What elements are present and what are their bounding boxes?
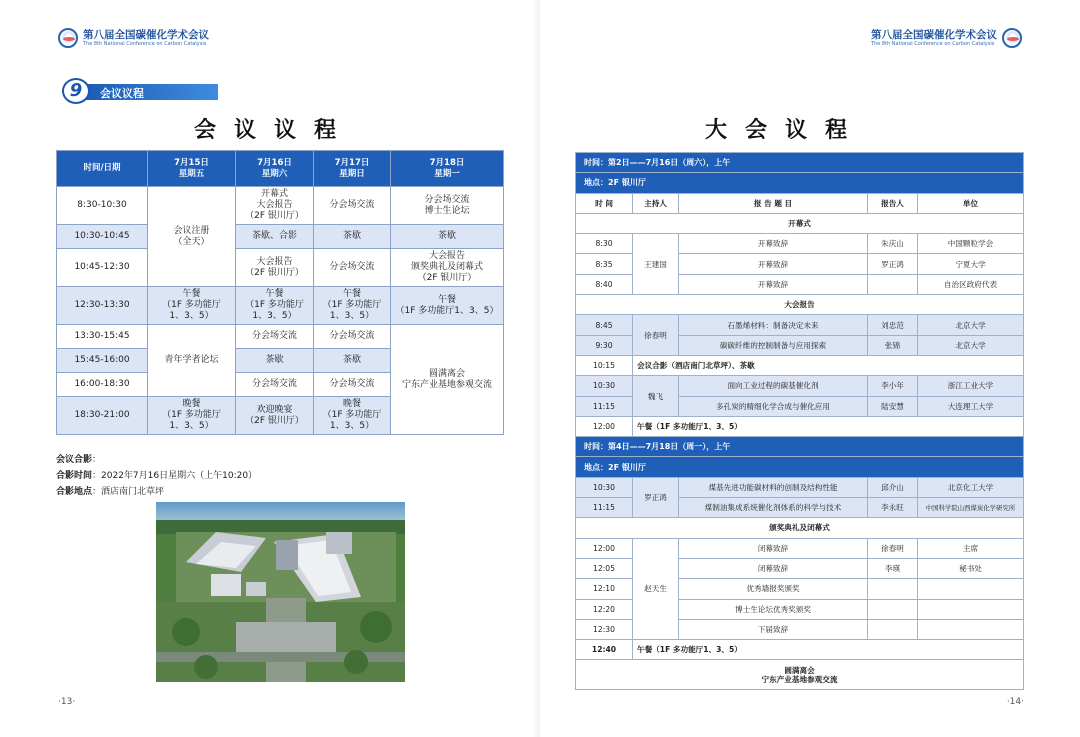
time-cell: 12:40	[576, 640, 633, 660]
section-number: 9	[62, 78, 90, 104]
speaker-cell: 李瑛	[868, 558, 918, 578]
speaker-cell: 朱庆山	[868, 234, 918, 254]
photo-time: 2022年7月16日星期六（上午10:20）	[101, 471, 258, 481]
unit-cell: 大连理工大学	[918, 396, 1024, 416]
cell: 大会报告 （2F 银川厅）	[236, 249, 314, 287]
cell: 分会场交流	[314, 325, 391, 349]
section-tag	[60, 78, 218, 104]
time-cell: 13:30-15:45	[57, 325, 148, 349]
speaker-cell	[868, 579, 918, 599]
time-cell: 15:45-16:00	[57, 349, 148, 373]
speaker-cell: 陆安慧	[868, 396, 918, 416]
conference-header-left	[58, 28, 209, 48]
speaker-cell	[868, 599, 918, 619]
speaker-cell: 罗正鸿	[868, 254, 918, 274]
title-cell: 开幕致辞	[679, 254, 868, 274]
cell: 分会场交流	[236, 325, 314, 349]
conference-title-cn: 第八届全国碳催化学术会议	[83, 28, 209, 41]
col-header: 7月16日 星期六	[236, 151, 314, 187]
cell: 晚餐 （1F 多功能厅 1、3、5）	[148, 397, 236, 435]
time-cell: 8:35	[576, 254, 633, 274]
col-header: 报 告 题 目	[679, 193, 868, 213]
title-cell: 开幕致辞	[679, 274, 868, 294]
time-cell: 12:00	[576, 538, 633, 558]
conference-logo-icon	[58, 28, 78, 48]
day-time: 时间：第2日——7月16日（周六），上午	[576, 153, 1024, 173]
schedule-table	[56, 150, 504, 435]
farewell-cell: 圆满离会 宁东产业基地参观交流	[576, 660, 1024, 690]
time-cell: 12:00	[576, 416, 633, 436]
time-cell: 10:30	[576, 477, 633, 497]
speaker-cell	[868, 619, 918, 639]
title-cell: 闭幕致辞	[679, 558, 868, 578]
col-header: 7月17日 星期日	[314, 151, 391, 187]
cell: 大会报告 颁奖典礼及闭幕式 （2F 银川厅）	[391, 249, 504, 287]
registration-cell: 会议注册 （全天）	[148, 187, 236, 287]
unit-cell	[918, 599, 1024, 619]
photo-time-label: 合影时间	[56, 471, 93, 481]
cell: 午餐 （1F 多功能厅 1、3、5）	[148, 287, 236, 325]
time-cell: 10:30-10:45	[57, 225, 148, 249]
speaker-cell: 李永旺	[868, 498, 918, 518]
cell: 分会场交流 博士生论坛	[391, 187, 504, 225]
page-title: 大会议程	[705, 118, 866, 143]
photo-place: 酒店南门北草坪	[101, 487, 165, 497]
conference-header-right	[871, 28, 1022, 48]
conference-title-en: The 8th National Conference on Carbon Catalysis	[83, 40, 207, 47]
cell: 分会场交流	[314, 249, 391, 287]
time-cell: 11:15	[576, 396, 633, 416]
col-header: 时 间	[576, 193, 633, 213]
title-cell: 下届致辞	[679, 619, 868, 639]
lunch-cell: 午餐（1F 多功能厅1、3、5）	[633, 640, 1024, 660]
venue-aerial-photo	[156, 502, 405, 682]
speaker-cell: 刘忠范	[868, 315, 918, 335]
time-cell: 10:30	[576, 376, 633, 396]
unit-cell	[918, 579, 1024, 599]
unit-cell: 宁夏大学	[918, 254, 1024, 274]
time-cell: 8:30	[576, 234, 633, 254]
section-plenary: 大会报告	[576, 295, 1024, 315]
time-cell: 12:30-13:30	[57, 287, 148, 325]
section-opening: 开幕式	[576, 213, 1024, 233]
col-header: 主持人	[633, 193, 679, 213]
host-cell: 徐春明	[633, 315, 679, 356]
section-label: 会议议程	[100, 87, 144, 100]
col-header: 报告人	[868, 193, 918, 213]
title-cell: 博士生论坛优秀奖颁奖	[679, 599, 868, 619]
title-cell: 碳碳纤维的控制制备与应用探索	[679, 335, 868, 355]
time-cell: 11:15	[576, 498, 633, 518]
cell: 午餐 （1F 多功能厅1、3、5）	[391, 287, 504, 325]
title-cell: 闭幕致辞	[679, 538, 868, 558]
cell: 分会场交流	[314, 373, 391, 397]
title-cell: 煤制油集成系统催化剂体系的科学与技术	[679, 498, 868, 518]
day-time: 时间：第4日——7月18日（周一），上午	[576, 437, 1024, 457]
conference-title-en: The 8th National Conference on Carbon Catalysis	[871, 40, 995, 47]
cell: 茶歇	[391, 225, 504, 249]
cell: 午餐 （1F 多功能厅 1、3、5）	[314, 287, 391, 325]
lunch-cell: 午餐（1F 多功能厅1、3、5）	[633, 416, 1024, 436]
time-cell: 10:15	[576, 355, 633, 375]
day-place: 地点：2F 银川厅	[576, 457, 1024, 477]
time-cell: 18:30-21:00	[57, 397, 148, 435]
time-cell: 12:20	[576, 599, 633, 619]
speaker-cell: 徐春明	[868, 538, 918, 558]
cell: 茶歇	[236, 349, 314, 373]
unit-cell	[918, 619, 1024, 639]
page-number: ·14·	[1006, 697, 1024, 707]
title-cell: 煤基先进功能碳材料的创制及结构性能	[679, 477, 868, 497]
unit-cell: 北京化工大学	[918, 477, 1024, 497]
photo-label: 会议合影	[56, 455, 93, 465]
host-cell: 罗正鸿	[633, 477, 679, 518]
cell: 欢迎晚宴 （2F 银川厅）	[236, 397, 314, 435]
unit-cell: 秘书处	[918, 558, 1024, 578]
speaker-cell: 张锦	[868, 335, 918, 355]
forum-cell: 青年学者论坛	[148, 325, 236, 397]
group-photo-info: 会议合影： 合影时间：2022年7月16日星期六（上午10:20） 合影地点：酒店南门北草坪	[56, 455, 258, 497]
conference-title-cn: 第八届全国碳催化学术会议	[871, 28, 997, 41]
title-cell: 石墨烯材料：制备决定未来	[679, 315, 868, 335]
unit-cell: 北京大学	[918, 335, 1024, 355]
time-cell: 8:40	[576, 274, 633, 294]
unit-cell: 北京大学	[918, 315, 1024, 335]
cell: 分会场交流	[314, 187, 391, 225]
photo-break-cell: 会议合影（酒店南门北草坪）、茶歇	[633, 355, 1024, 375]
cell: 茶歇	[314, 349, 391, 373]
time-cell: 8:45	[576, 315, 633, 335]
host-cell: 王建国	[633, 234, 679, 295]
time-cell: 16:00-18:30	[57, 373, 148, 397]
host-cell: 魏飞	[633, 376, 679, 417]
cell: 圆满离会 宁东产业基地参观交流	[391, 325, 504, 435]
cell: 茶歇、合影	[236, 225, 314, 249]
title-cell: 开幕致辞	[679, 234, 868, 254]
time-cell: 10:45-12:30	[57, 249, 148, 287]
cell: 午餐 （1F 多功能厅 1、3、5）	[236, 287, 314, 325]
photo-place-label: 合影地点	[56, 487, 93, 497]
cell: 开幕式 大会报告 （2F 银川厅）	[236, 187, 314, 225]
cell: 茶歇	[314, 225, 391, 249]
time-cell: 8:30-10:30	[57, 187, 148, 225]
cell: 分会场交流	[236, 373, 314, 397]
title-cell: 面向工业过程的碳基催化剂	[679, 376, 868, 396]
col-header: 7月15日 星期五	[148, 151, 236, 187]
speaker-cell	[868, 274, 918, 294]
host-cell: 赵天生	[633, 538, 679, 639]
plenary-agenda-table	[575, 152, 1024, 690]
time-cell: 12:10	[576, 579, 633, 599]
unit-cell: 浙江工业大学	[918, 376, 1024, 396]
unit-cell: 中国科学院山西煤炭化学研究所	[918, 498, 1024, 518]
conference-logo-icon	[1002, 28, 1022, 48]
unit-cell: 自治区政府代表	[918, 274, 1024, 294]
time-cell: 12:30	[576, 619, 633, 639]
col-header: 7月18日 星期一	[391, 151, 504, 187]
unit-cell: 中国颗粒学会	[918, 234, 1024, 254]
day-place: 地点：2F 银川厅	[576, 173, 1024, 193]
time-cell: 12:05	[576, 558, 633, 578]
page-title: 会议议程	[194, 118, 355, 143]
page-number: ·13·	[58, 697, 76, 707]
title-cell: 优秀墙报奖颁奖	[679, 579, 868, 599]
section-closing: 颁奖典礼及闭幕式	[576, 518, 1024, 538]
unit-cell: 主席	[918, 538, 1024, 558]
col-header: 时间/日期	[57, 151, 148, 187]
speaker-cell: 李小年	[868, 376, 918, 396]
title-cell: 多孔炭的精细化学合成与催化应用	[679, 396, 868, 416]
cell: 晚餐 （1F 多功能厅 1、3、5）	[314, 397, 391, 435]
speaker-cell: 邱介山	[868, 477, 918, 497]
time-cell: 9:30	[576, 335, 633, 355]
col-header: 单位	[918, 193, 1024, 213]
